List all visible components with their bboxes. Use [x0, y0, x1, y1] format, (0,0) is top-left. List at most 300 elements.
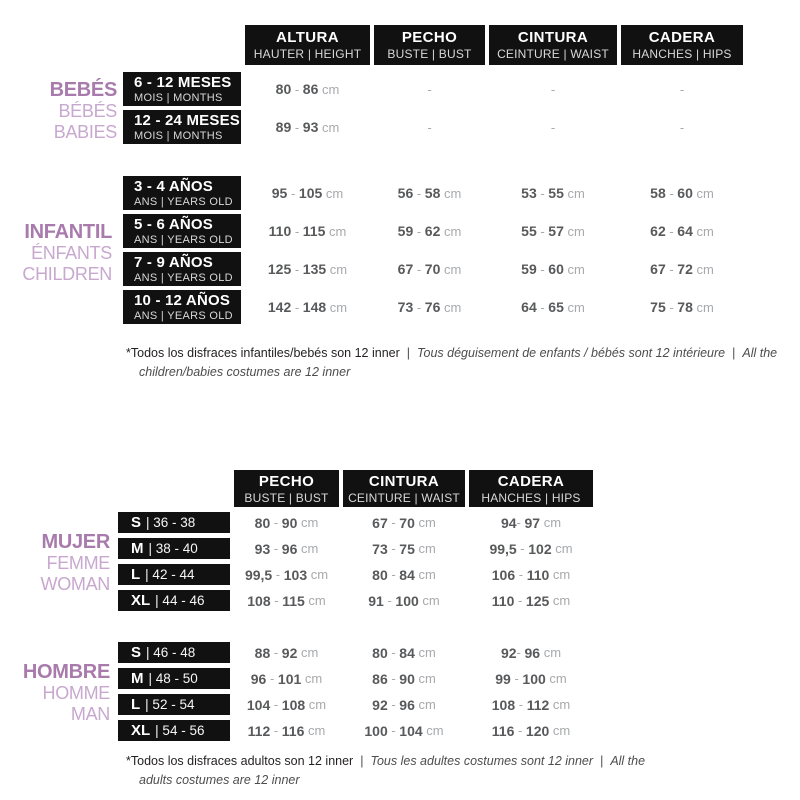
- value-sep: -: [272, 567, 284, 582]
- value-unit: cm: [304, 593, 326, 608]
- value-cell-cadera: [621, 72, 743, 106]
- value-cell-cintura: [343, 512, 465, 533]
- value-cell-altura: [245, 252, 370, 286]
- size-box: [118, 590, 230, 611]
- value-to: 96: [399, 696, 415, 713]
- value-unit: cm: [563, 261, 585, 277]
- value-to: 105: [298, 185, 323, 201]
- column-header-cadera: [469, 470, 593, 507]
- footnote-text-es: *Todos los disfraces adultos son 12 inner: [126, 754, 354, 768]
- value-to: 75: [399, 540, 415, 557]
- value-from: 62: [650, 223, 666, 239]
- value-sep: -: [266, 671, 278, 686]
- value-cell-cintura: [489, 72, 617, 106]
- value-cell-cintura: [489, 110, 617, 144]
- size-letter: XL: [131, 592, 151, 609]
- value-sep: -: [387, 697, 400, 712]
- column-header-altura: [245, 25, 370, 65]
- value-to: 120: [525, 722, 550, 739]
- section-label-children: [22, 222, 112, 285]
- value-to: 97: [524, 514, 541, 531]
- value-unit: cm: [563, 185, 585, 201]
- footnote-text-fr: Tous déguisement de enfants / bébés sont 12 intérieure: [417, 346, 726, 360]
- value-to: 135: [302, 261, 327, 277]
- value-to: 55: [548, 185, 564, 201]
- table-row: [118, 642, 593, 663]
- footnote-adults: [126, 752, 799, 790]
- value-from: 94: [500, 514, 517, 531]
- size-range: | 44 - 46: [155, 593, 205, 608]
- age-range-sub: MOIS | MONTHS: [134, 92, 223, 104]
- value-sep: -: [536, 299, 549, 315]
- value-from: 80: [372, 566, 388, 583]
- age-range-box: [123, 252, 241, 286]
- value-unit: cm: [418, 593, 440, 608]
- value-cell-cadera: [469, 538, 593, 559]
- value-sep: -: [515, 697, 527, 712]
- value-cell-cadera: [469, 642, 593, 663]
- value-from: 55: [521, 223, 537, 239]
- age-range: 3 - 4 AÑOS: [134, 178, 213, 195]
- value-cell-cadera: [621, 110, 743, 144]
- section-title-es: HOMBRE: [22, 661, 110, 683]
- value-cell-pecho: [374, 290, 485, 324]
- column-header-pecho: [374, 25, 485, 65]
- value-to: 58: [424, 185, 441, 201]
- value-sep: -: [387, 645, 400, 660]
- value-unit: cm: [414, 697, 436, 712]
- value-unit: cm: [304, 723, 326, 738]
- value-cell-pecho: [234, 642, 339, 663]
- value-cell-pecho: [234, 694, 339, 715]
- value-to: 108: [281, 696, 306, 713]
- age-range: 6 - 12 MESES: [134, 74, 232, 91]
- value-cell-pecho: [374, 214, 485, 248]
- value-from: 64: [521, 299, 537, 315]
- column-subtitle: HAUTER | HEIGHT: [253, 47, 362, 61]
- value-sep: -: [387, 671, 400, 686]
- value-to: 90: [399, 670, 415, 687]
- value-cell-cintura: [343, 642, 465, 663]
- value-unit: cm: [422, 723, 444, 738]
- value-sep: -: [665, 261, 678, 277]
- value-cell-cadera: [621, 176, 743, 210]
- value-sep: -: [387, 515, 400, 530]
- table-row: [123, 110, 743, 144]
- value-cell-pecho: [374, 110, 485, 144]
- table-row: [118, 720, 593, 741]
- size-letter: S: [131, 514, 142, 531]
- value-from: 59: [397, 223, 414, 239]
- value-cell-cintura: [489, 252, 617, 286]
- section-title-en: CHILDREN: [22, 264, 112, 284]
- column-subtitle: HANCHES | HIPS: [632, 47, 732, 61]
- value-from: 110: [491, 592, 515, 609]
- value-from: 80: [254, 514, 271, 531]
- value-to: 60: [677, 185, 693, 201]
- value-from: 59: [521, 261, 537, 277]
- value-unit: cm: [414, 645, 436, 660]
- value-cell-cintura: [343, 694, 465, 715]
- value-unit: cm: [692, 299, 714, 315]
- value-unit: cm: [414, 541, 436, 556]
- age-range: 7 - 9 AÑOS: [134, 254, 213, 271]
- table2-header-row: [234, 470, 593, 507]
- value-sep: -: [387, 567, 400, 582]
- value-sep: -: [270, 541, 282, 556]
- value-to: 90: [281, 514, 298, 531]
- value-cell-pecho: [234, 720, 339, 741]
- value-to: 103: [283, 566, 308, 583]
- value-sep: -: [270, 515, 282, 530]
- value-sep: -: [665, 223, 678, 239]
- value-from: 86: [372, 670, 388, 687]
- value-cell-pecho: [374, 176, 485, 210]
- table-row: [118, 538, 593, 559]
- value-unit: cm: [549, 567, 571, 582]
- section-label-woman: [41, 532, 111, 595]
- value-sep: -: [550, 81, 556, 97]
- value-unit: cm: [440, 185, 462, 201]
- value-from: 106: [491, 566, 516, 583]
- value-cell-pecho: [374, 72, 485, 106]
- size-range: | 42 - 44: [145, 567, 195, 582]
- value-unit: cm: [540, 645, 562, 660]
- section-title-fr: ÉNFANTS: [31, 243, 112, 263]
- value-sep: -: [679, 119, 685, 135]
- table-row: [118, 512, 593, 533]
- value-sep: -: [427, 81, 432, 97]
- value-sep: -: [536, 223, 549, 239]
- value-unit: cm: [307, 567, 329, 582]
- value-unit: cm: [326, 299, 348, 315]
- value-to: 86: [302, 81, 319, 97]
- age-range: 12 - 24 MESES: [134, 112, 240, 129]
- value-from: 99,5: [244, 566, 273, 583]
- value-cell-altura: [245, 72, 370, 106]
- value-to: 104: [399, 722, 423, 739]
- column-title: ALTURA: [276, 29, 339, 46]
- value-sep: -: [516, 541, 529, 556]
- value-to: 84: [399, 566, 415, 583]
- value-cell-altura: [245, 176, 370, 210]
- value-from: 100: [364, 722, 388, 739]
- column-header-cadera: [621, 25, 743, 65]
- value-unit: cm: [318, 119, 340, 135]
- age-range-sub: ANS | YEARS OLD: [134, 196, 233, 208]
- value-sep: -: [516, 645, 525, 660]
- size-letter: S: [131, 644, 142, 661]
- size-letter: XL: [131, 722, 151, 739]
- value-unit: cm: [440, 299, 462, 315]
- value-cell-pecho: [234, 590, 339, 611]
- value-unit: cm: [414, 567, 436, 582]
- value-from: 67: [650, 261, 666, 277]
- size-letter: L: [131, 696, 141, 713]
- value-to: 96: [281, 540, 298, 557]
- value-sep: -: [413, 299, 425, 315]
- value-unit: cm: [540, 515, 562, 530]
- value-sep: -: [287, 185, 299, 201]
- value-from: 58: [650, 185, 666, 201]
- value-unit: cm: [297, 541, 319, 556]
- table-row: [123, 72, 743, 106]
- value-cell-altura: [245, 110, 370, 144]
- value-from: 73: [397, 299, 414, 315]
- value-to: 116: [281, 722, 305, 739]
- value-from: 104: [246, 696, 271, 713]
- value-cell-cadera: [469, 668, 593, 689]
- section-title-fr: HOMME: [42, 683, 110, 703]
- value-from: 88: [254, 644, 271, 661]
- value-unit: cm: [563, 299, 585, 315]
- table-row: [123, 290, 743, 324]
- value-sep: -: [516, 515, 525, 530]
- table-row: [118, 668, 593, 689]
- size-range: | 46 - 48: [146, 645, 196, 660]
- value-to: 57: [548, 223, 564, 239]
- size-box: [118, 694, 230, 715]
- value-cell-cintura: [343, 538, 465, 559]
- value-cell-pecho: [234, 538, 339, 559]
- value-to: 70: [399, 514, 415, 531]
- value-to: 78: [677, 299, 693, 315]
- value-unit: cm: [692, 185, 714, 201]
- value-cell-pecho: [374, 252, 485, 286]
- value-from: 92: [500, 644, 517, 661]
- value-to: 110: [526, 566, 550, 583]
- value-sep: -: [510, 671, 523, 686]
- value-unit: cm: [297, 515, 319, 530]
- size-letter: L: [131, 566, 141, 583]
- age-range-box: [123, 214, 241, 248]
- value-cell-pecho: [234, 564, 339, 585]
- footnote-separator: |: [732, 346, 736, 360]
- value-sep: -: [514, 723, 526, 738]
- table-row: [123, 252, 743, 286]
- value-cell-cadera: [469, 512, 593, 533]
- value-unit: cm: [551, 541, 573, 556]
- value-cell-cintura: [343, 668, 465, 689]
- value-sep: -: [291, 299, 303, 315]
- column-subtitle: CEINTURE | WAIST: [348, 490, 460, 505]
- size-box: [118, 564, 230, 585]
- value-to: 115: [282, 592, 305, 609]
- value-from: 80: [275, 81, 292, 97]
- value-to: 96: [524, 644, 541, 661]
- size-box: [118, 720, 230, 741]
- value-from: 92: [372, 696, 388, 713]
- value-from: 75: [650, 299, 666, 315]
- value-to: 65: [548, 299, 564, 315]
- section-label-babies: [50, 80, 117, 143]
- section-title-es: BEBÉS: [49, 79, 117, 101]
- value-from: 108: [491, 696, 516, 713]
- value-to: 112: [526, 696, 550, 713]
- section-title-en: BABIES: [53, 122, 117, 142]
- footnote-text-en: children/babies costumes are 12 inner: [139, 365, 351, 379]
- value-cell-cintura: [489, 214, 617, 248]
- footnote-separator: |: [406, 346, 411, 360]
- value-from: 99,5: [489, 540, 517, 557]
- section-title-es: MUJER: [41, 531, 110, 553]
- value-sep: -: [665, 185, 678, 201]
- value-to: 60: [548, 261, 564, 277]
- value-to: 93: [302, 119, 319, 135]
- value-unit: cm: [440, 261, 462, 277]
- value-cell-altura: [245, 214, 370, 248]
- value-sep: -: [665, 299, 678, 315]
- age-range: 5 - 6 AÑOS: [134, 216, 213, 233]
- footnote-separator: |: [600, 754, 604, 768]
- table1-header-row: [245, 25, 743, 65]
- value-sep: -: [679, 81, 685, 97]
- value-unit: cm: [545, 671, 567, 686]
- value-cell-cadera: [469, 694, 593, 715]
- column-subtitle: BUSTE | BUST: [387, 47, 472, 61]
- column-title: CINTURA: [517, 29, 589, 46]
- size-letter: M: [131, 540, 144, 557]
- value-sep: -: [427, 119, 432, 135]
- age-range-box: [123, 290, 241, 324]
- value-cell-cadera: [469, 720, 593, 741]
- value-cell-pecho: [234, 512, 339, 533]
- value-from: 112: [247, 722, 271, 739]
- value-sep: -: [536, 261, 549, 277]
- value-unit: cm: [322, 185, 344, 201]
- value-unit: cm: [549, 593, 571, 608]
- value-from: 108: [247, 592, 271, 609]
- column-title: PECHO: [258, 472, 315, 490]
- value-unit: cm: [414, 671, 436, 686]
- value-cell-cintura: [489, 290, 617, 324]
- size-range: | 36 - 38: [146, 515, 196, 530]
- table-row: [123, 214, 743, 248]
- value-from: 110: [268, 223, 292, 239]
- footnote-text-es: *Todos los disfraces infantiles/bebés son 12 inner: [126, 346, 400, 360]
- size-box: [118, 668, 230, 689]
- size-range: | 54 - 56: [155, 723, 205, 738]
- section-title-fr: BÉBÉS: [58, 101, 117, 121]
- value-cell-cadera: [469, 590, 593, 611]
- value-sep: -: [270, 723, 282, 738]
- value-cell-cintura: [343, 720, 465, 741]
- value-unit: cm: [549, 723, 571, 738]
- age-range-sub: ANS | YEARS OLD: [134, 272, 233, 284]
- age-range-box: [123, 110, 241, 144]
- section-title-en: WOMAN: [40, 574, 110, 594]
- value-cell-cintura: [343, 564, 465, 585]
- value-sep: -: [515, 567, 527, 582]
- value-to: 76: [424, 299, 441, 315]
- value-to: 125: [525, 592, 550, 609]
- value-from: 95: [271, 185, 288, 201]
- value-from: 67: [372, 514, 388, 531]
- value-sep: -: [383, 593, 396, 608]
- column-subtitle: BUSTE | BUST: [244, 490, 329, 505]
- value-sep: -: [270, 593, 283, 608]
- value-from: 73: [372, 540, 388, 557]
- section-title-fr: FEMME: [46, 553, 110, 573]
- footnote-children: [126, 344, 799, 382]
- column-header-pecho: [234, 470, 339, 507]
- value-to: 115: [302, 223, 326, 239]
- table-row: [118, 564, 593, 585]
- column-title: CADERA: [648, 29, 716, 46]
- value-to: 100: [522, 670, 546, 687]
- table-row: [118, 590, 593, 611]
- table-row: [123, 176, 743, 210]
- value-from: 89: [275, 119, 292, 135]
- column-title: CADERA: [497, 472, 565, 490]
- value-to: 64: [677, 223, 693, 239]
- value-unit: cm: [549, 697, 571, 712]
- value-unit: cm: [297, 645, 319, 660]
- value-unit: cm: [440, 223, 462, 239]
- value-to: 70: [424, 261, 441, 277]
- value-sep: -: [270, 697, 282, 712]
- section-label-man: [23, 662, 110, 725]
- table-row: [118, 694, 593, 715]
- value-cell-cadera: [469, 564, 593, 585]
- size-box: [118, 642, 230, 663]
- value-sep: -: [291, 223, 303, 239]
- value-sep: -: [514, 593, 526, 608]
- value-sep: -: [536, 185, 549, 201]
- column-header-cintura: [489, 25, 617, 65]
- value-unit: cm: [326, 261, 348, 277]
- age-range-sub: MOIS | MONTHS: [134, 130, 223, 142]
- column-title: PECHO: [401, 29, 458, 46]
- value-sep: -: [413, 185, 425, 201]
- value-sep: -: [291, 261, 303, 277]
- size-letter: M: [131, 670, 144, 687]
- column-header-cintura: [343, 470, 465, 507]
- footnote-text-en: adults costumes are 12 inner: [139, 773, 300, 787]
- value-to: 102: [528, 540, 552, 557]
- size-box: [118, 538, 230, 559]
- value-sep: -: [291, 119, 303, 135]
- value-from: 67: [397, 261, 414, 277]
- footnote-separator: |: [360, 754, 364, 768]
- age-range-box: [123, 176, 241, 210]
- value-sep: -: [387, 541, 400, 556]
- size-range: | 48 - 50: [148, 671, 198, 686]
- value-unit: cm: [563, 223, 585, 239]
- value-cell-cintura: [343, 590, 465, 611]
- value-unit: cm: [325, 223, 347, 239]
- size-box: [118, 512, 230, 533]
- value-from: 96: [250, 670, 267, 687]
- value-from: 80: [372, 644, 388, 661]
- value-unit: cm: [414, 515, 436, 530]
- value-unit: cm: [318, 81, 340, 97]
- value-from: 116: [491, 722, 515, 739]
- value-to: 92: [281, 644, 298, 661]
- value-to: 84: [399, 644, 415, 661]
- value-from: 93: [254, 540, 271, 557]
- age-range-sub: ANS | YEARS OLD: [134, 310, 233, 322]
- value-from: 99: [495, 670, 511, 687]
- value-cell-cadera: [621, 214, 743, 248]
- value-unit: cm: [301, 671, 323, 686]
- footnote-text-fr: Tous les adultes costumes sont 12 inner: [370, 754, 594, 768]
- value-from: 125: [267, 261, 292, 277]
- value-from: 53: [521, 185, 537, 201]
- size-range: | 38 - 40: [148, 541, 198, 556]
- value-cell-cintura: [489, 176, 617, 210]
- column-title: CINTURA: [368, 472, 440, 490]
